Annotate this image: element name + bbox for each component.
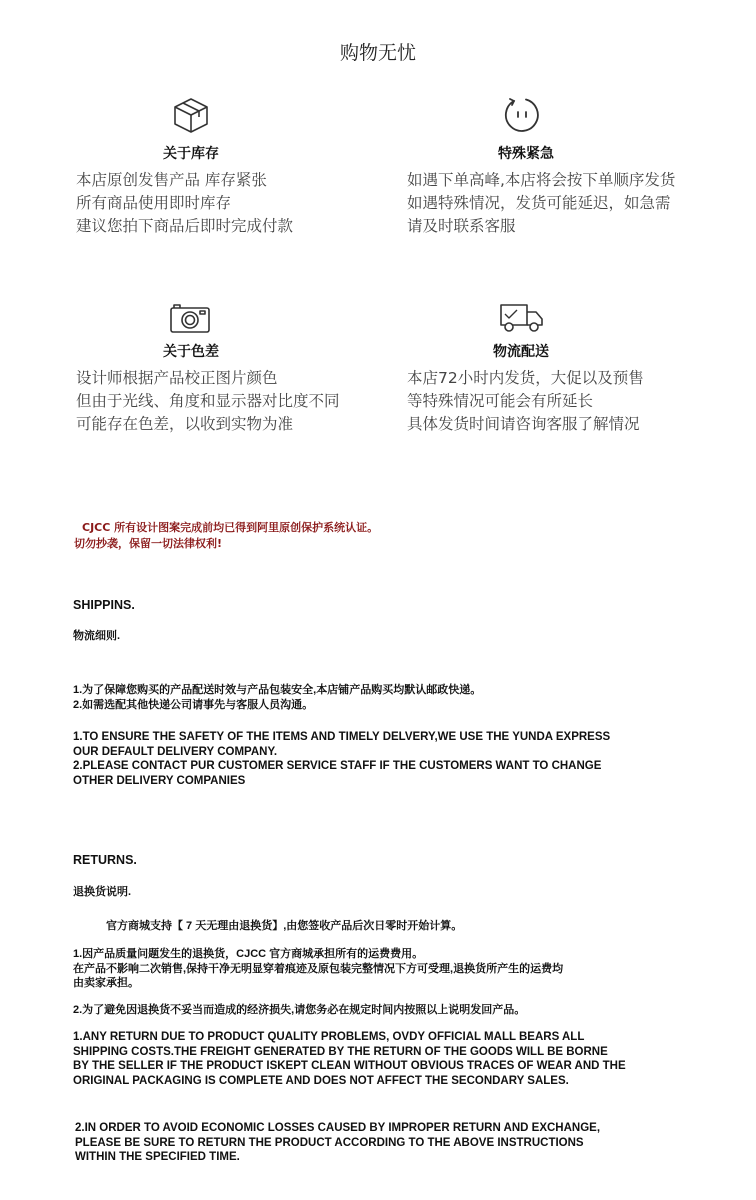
shipping-en-rules — [73, 730, 610, 788]
copyright-line: CJCC 所有设计图案完成前均已得到阿里原创保护系统认证。 — [82, 521, 379, 534]
delivery-truck-icon — [499, 302, 545, 334]
returns-cn-point-1 — [73, 947, 563, 991]
feature-heading-delivery: 物流配送 — [493, 344, 549, 360]
shipping-cn-rules — [73, 683, 481, 712]
rule-line: 在产品不影响二次销售,保持干净无明显穿着痕迹及原包装完整情况下方可受理,退换货所产生的运费均 — [73, 962, 564, 975]
rule-line: 2.IN ORDER TO AVOID ECONOMIC LOSSES CAUSED BY IMPROPER RETURN AND EXCHANGE, — [75, 1122, 601, 1134]
returns-en-point-1 — [73, 1030, 626, 1088]
feature-line: 等特殊情况可能会有所延长 — [407, 392, 594, 410]
page-title: 购物无忧 — [339, 42, 416, 64]
rule-line: SHIPPING COSTS.THE FREIGHT GENERATED BY THE RETURN OF THE GOODS WILL BE BORNE — [73, 1045, 608, 1058]
rule-line: 2.PLEASE CONTACT PUR CUSTOMER SERVICE STAFF IF THE CUSTOMERS WANT TO CHANGE — [73, 760, 602, 772]
feature-line: 请及时联系客服 — [407, 217, 516, 235]
rule-line: ORIGINAL PACKAGING IS COMPLETE AND DOES NOT AFFECT THE SECONDARY SALES. — [73, 1074, 569, 1087]
rule-line: 1.为了保障您购买的产品配送时效与产品包装安全,本店铺产品购买均默认邮政快递。 — [73, 684, 482, 696]
rule-line: 由卖家承担。 — [73, 977, 139, 989]
feature-heading-color: 关于色差 — [163, 344, 219, 360]
camera-icon — [169, 302, 211, 334]
copyright-notice — [74, 520, 378, 552]
feature-line: 如遇下单高峰,本店将会按下单顺序发货 — [407, 171, 676, 189]
feature-line: 本店72小时内发货，大促以及预售 — [407, 369, 644, 387]
feature-text-inventory — [76, 169, 293, 238]
feature-line: 所有商品使用即时库存 — [76, 194, 232, 212]
feature-heading-emergency: 特殊紧急 — [498, 146, 554, 162]
returns-cn-point-2: 2.为了避免因退换货不妥当而造成的经济损失,请您务必在规定时间内按照以上说明发回产品。 — [73, 1004, 526, 1016]
feature-line: 具体发货时间请咨询客服了解情况 — [407, 415, 640, 433]
feature-text-delivery — [407, 367, 644, 436]
returns-policy: 官方商城支持【 7 天无理由退换货】,由您签收产品后次日零时开始计算。 — [106, 920, 463, 932]
rule-line: PLEASE BE SURE TO RETURN THE PRODUCT ACCORDING TO THE ABOVE INSTRUCTIONS — [75, 1136, 584, 1149]
feature-line: 但由于光线、角度和显示器对比度不同 — [76, 392, 340, 410]
shipping-subheading: 物流细则. — [73, 630, 121, 642]
feature-heading-inventory: 关于库存 — [163, 146, 219, 162]
feature-line: 本店原创发售产品 库存紧张 — [76, 171, 267, 189]
rule-line: 2.如需选配其他快递公司请事先与客服人员沟通。 — [73, 698, 314, 711]
rule-line: 1.ANY RETURN DUE TO PRODUCT QUALITY PROBLEMS, OVDY OFFICIAL MALL BEARS ALL — [73, 1031, 585, 1043]
returns-heading: RETURNS. — [73, 853, 137, 867]
rule-line: BY THE SELLER IF THE PRODUCT ISKEPT CLEAN WITHOUT OBVIOUS TRACES OF WEAR AND THE — [73, 1060, 626, 1072]
feature-text-emergency — [407, 169, 675, 238]
feature-line: 可能存在色差，以收到实物为准 — [76, 415, 294, 433]
rule-line: 1.因产品质量问题发生的退换货，CJCC 官方商城承担所有的运费费用。 — [73, 948, 424, 960]
feature-line: 如遇特殊情况，发货可能延迟，如急需 — [407, 194, 671, 212]
shipping-heading: SHIPPINS. — [73, 598, 135, 612]
returns-subheading: 退换货说明. — [73, 886, 132, 898]
feature-line: 建议您拍下商品后即时完成付款 — [76, 217, 294, 235]
box-icon — [172, 96, 210, 134]
feature-line: 设计师根据产品校正图片颜色 — [76, 369, 278, 387]
rule-line: OUR DEFAULT DELIVERY COMPANY. — [73, 745, 278, 758]
emergency-face-icon — [502, 95, 542, 135]
rule-line: 1.TO ENSURE THE SAFETY OF THE ITEMS AND TIMELY DELVERY,WE USE THE YUNDA EXPRESS — [73, 731, 611, 743]
rule-line: WITHIN THE SPECIFIED TIME. — [75, 1151, 240, 1163]
returns-en-point-2 — [75, 1121, 600, 1165]
copyright-line: 切勿抄袭，保留一切法律权利! — [74, 537, 223, 550]
rule-line: OTHER DELIVERY COMPANIES — [73, 774, 246, 787]
feature-text-color — [76, 367, 340, 436]
